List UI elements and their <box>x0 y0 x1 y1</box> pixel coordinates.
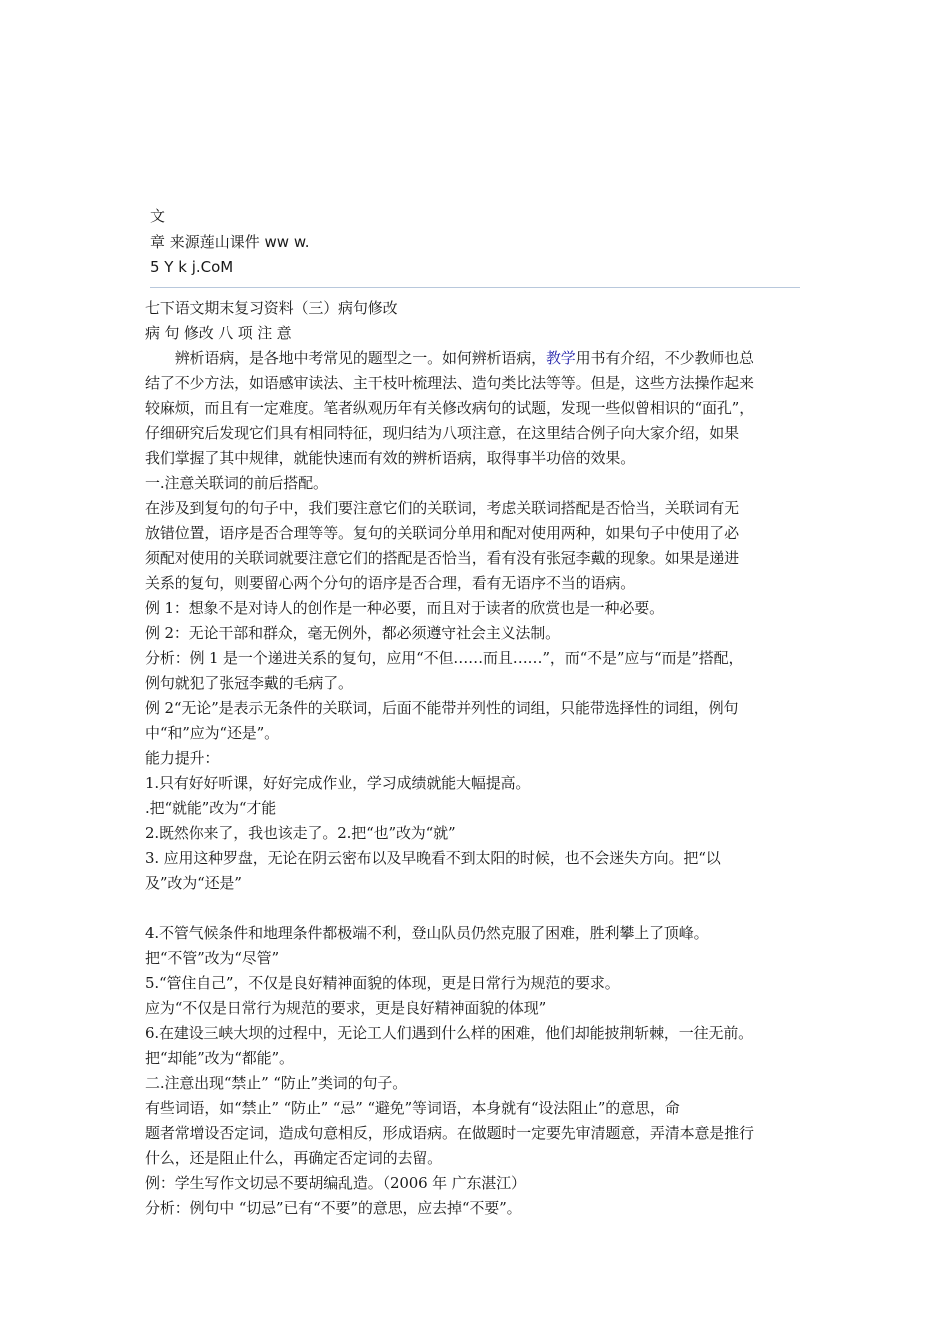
body-line: 一.注意关联词的前后搭配。 <box>145 474 328 492</box>
intro-text: 辨析语病，是各地中考常见的题型之一。如何辨析语病， <box>145 349 546 367</box>
source-watermark <box>150 204 310 281</box>
body-line: 例：学生写作文切忌不要胡编乱造。（2006 年 广东湛江） <box>145 1174 526 1192</box>
blank-line <box>145 896 815 921</box>
body-line: .把“就能”改为“才能 <box>145 799 277 817</box>
source-line: 文 <box>150 207 166 225</box>
header-divider <box>150 287 800 288</box>
body-line: 例 1：想象不是对诗人的创作是一种必要，而且对于读者的欣赏也是一种必要。 <box>145 599 664 617</box>
body-line: 二.注意出现“禁止” “防止”类词的句子。 <box>145 1074 408 1092</box>
body-line: 例句就犯了张冠李戴的毛病了。 <box>145 674 353 692</box>
body-line: 4.不管气候条件和地理条件都极端不利，登山队员仍然克服了困难，胜利攀上了顶峰。 <box>145 924 709 942</box>
intro-text: 用书有介绍，不少教师也总 <box>575 349 754 367</box>
intro-line: 仔细研究后发现它们具有相同特征，现归结为八项注意，在这里结合例子向大家介绍，如果 <box>145 424 740 442</box>
body-line: 关系的复句，则要留心两个分句的语序是否合理，看有无语序不当的语病。 <box>145 574 636 592</box>
body-line: 须配对使用的关联词就要注意它们的搭配是否恰当，看有没有张冠李戴的现象。如果是递进 <box>145 549 740 567</box>
body-line: 6.在建设三峡大坝的过程中，无论工人们遇到什么样的困难，他们却能披荆斩棘，一往无前。 <box>145 1024 754 1042</box>
body-line: 分析：例句中 “切忌”已有“不要”的意思，应去掉“不要”。 <box>145 1199 522 1217</box>
document-body <box>145 296 815 1221</box>
body-line: 中“和”应为“还是”。 <box>145 724 280 742</box>
body-line: 2.既然你来了，我也该走了。2.把“也”改为“就” <box>145 824 456 842</box>
intro-line: 我们掌握了其中规律，就能快速而有效的辨析语病，取得事半功倍的效果。 <box>145 449 636 467</box>
body-line: 1.只有好好听课，好好完成作业，学习成绩就能大幅提高。 <box>145 774 531 792</box>
body-line: 放错位置，语序是否合理等等。复句的关联词分单用和配对使用两种，如果句子中使用了必 <box>145 524 740 542</box>
doc-subtitle: 病 句 修改 八 项 注 意 <box>145 324 292 342</box>
intro-line: 结了不少方法，如语感审读法、主干枝叶梳理法、造句类比法等等。但是，这些方法操作起来 <box>145 374 754 392</box>
body-line: 有些词语，如“禁止” “防止” “忌” “避免”等词语，本身就有“设法阻止”的意思，命 <box>145 1099 680 1117</box>
body-line: 能力提升： <box>145 749 220 767</box>
body-line: 把“不管”改为“尽管” <box>145 949 280 967</box>
body-line: 5.“管住自己”，不仅是良好精神面貌的体现，更是日常行为规范的要求。 <box>145 974 620 992</box>
body-line: 及”改为“还是” <box>145 874 242 892</box>
body-line: 题者常增设否定词，造成句意相反，形成语病。在做题时一定要先审清题意，弄清本意是推行 <box>145 1124 754 1142</box>
teaching-link[interactable]: 教学 <box>545 349 576 367</box>
body-lines <box>145 471 815 1221</box>
source-line: 5 Y k j.CoM <box>150 258 234 276</box>
body-line: 例 2“无论”是表示无条件的关联词，后面不能带并列性的词组，只能带选择性的词组，例句 <box>145 699 739 717</box>
doc-title: 七下语文期末复习资料（三）病句修改 <box>145 299 398 317</box>
body-line: 把“却能”改为“都能”。 <box>145 1049 294 1067</box>
body-line: 3. 应用这种罗盘，无论在阴云密布以及早晚看不到太阳的时候，也不会迷失方向。把“以 <box>145 849 721 867</box>
body-line: 应为“不仅是日常行为规范的要求，更是良好精神面貌的体现” <box>145 999 547 1017</box>
body-line: 什么，还是阻止什么，再确定否定词的去留。 <box>145 1149 443 1167</box>
body-line: 在涉及到复句的句子中，我们要注意它们的关联词，考虑关联词搭配是否恰当，关联词有无 <box>145 499 740 517</box>
body-line: 例 2：无论干部和群众，毫无例外，都必须遵守社会主义法制。 <box>145 624 560 642</box>
source-line: 章 来源莲山课件 ww w. <box>150 232 310 251</box>
intro-line: 较麻烦，而且有一定难度。笔者纵观历年有关修改病句的试题，发现一些似曾相识的“面孔”， <box>145 399 755 417</box>
body-line: 分析：例 1 是一个递进关系的复句，应用“不但……而且……”，而“不是”应与“而是”搭配， <box>145 649 744 667</box>
intro-line <box>145 346 815 371</box>
